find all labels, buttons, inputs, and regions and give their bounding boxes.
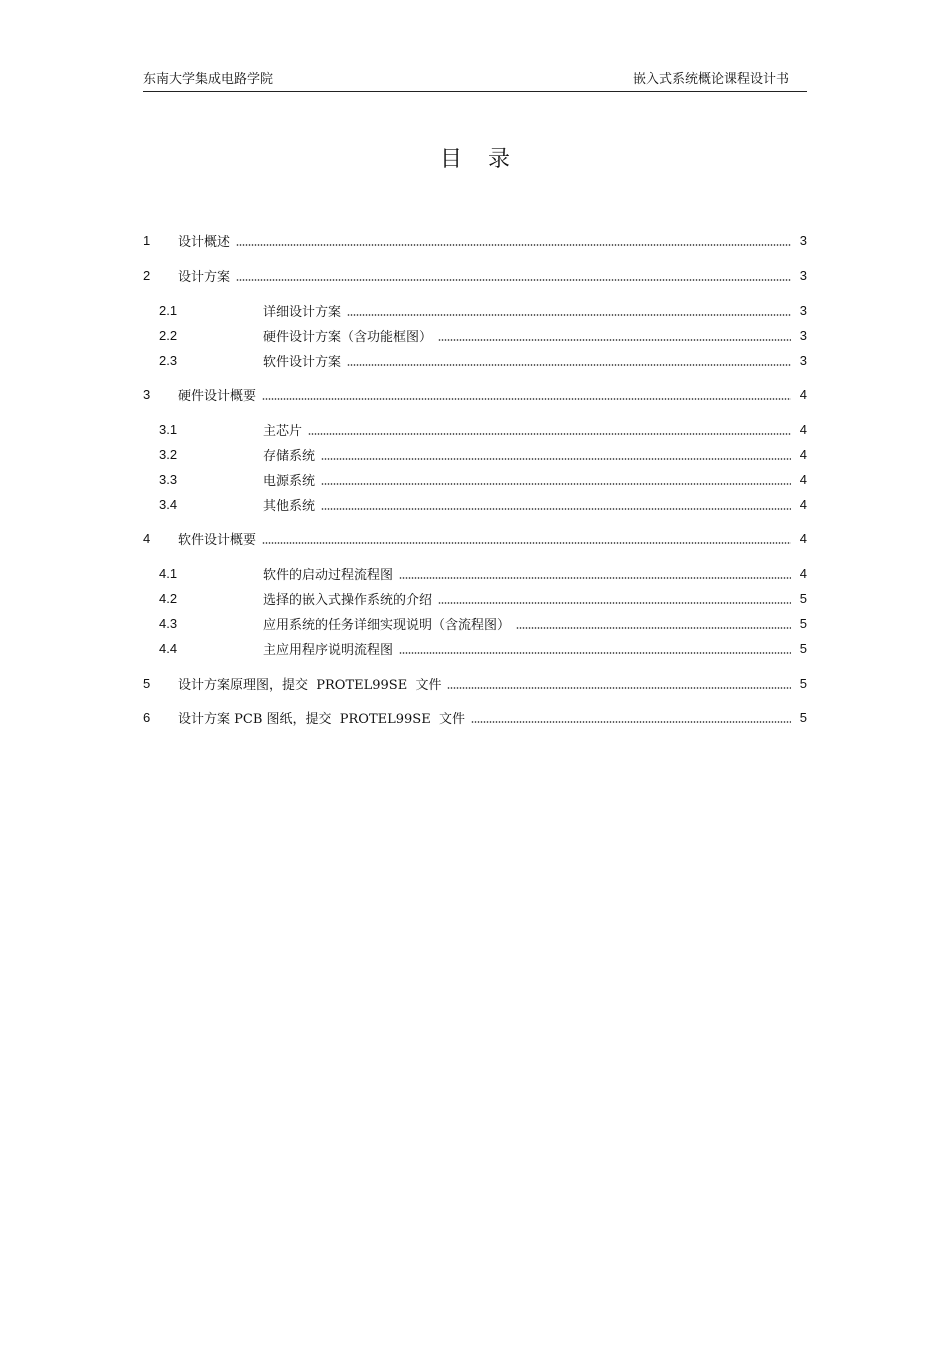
toc-entry-label: 软件的启动过程流程图 bbox=[263, 567, 394, 583]
toc-entry-number: 4.3 bbox=[159, 615, 178, 631]
toc-entry[interactable] bbox=[143, 588, 807, 608]
toc-entry[interactable] bbox=[143, 419, 807, 439]
toc-dot-leader bbox=[347, 364, 791, 366]
toc-entry-label: 其他系统 bbox=[263, 498, 316, 514]
toc-entry-label: 设计方案 bbox=[178, 269, 231, 285]
toc-entry-label: 选择的嵌入式操作系统的介绍 bbox=[263, 592, 433, 608]
toc-entry-number: 2 bbox=[143, 267, 151, 283]
toc-entry[interactable] bbox=[143, 469, 807, 489]
toc-dot-leader bbox=[438, 339, 791, 341]
toc-entry-label: 设计概述 bbox=[178, 234, 231, 250]
toc-dot-leader bbox=[262, 398, 791, 400]
toc-entry-page: 3 bbox=[799, 352, 807, 368]
toc-entry-number: 3.2 bbox=[159, 446, 178, 462]
toc-entry[interactable] bbox=[143, 613, 807, 633]
toc-entry-number: 4 bbox=[143, 530, 151, 546]
toc-dot-leader bbox=[447, 687, 791, 689]
toc-entry-number: 5 bbox=[143, 675, 151, 691]
page-header bbox=[143, 66, 807, 92]
toc-entry-page: 3 bbox=[799, 267, 807, 283]
header-document-title: 嵌入式系统概论课程设计书 bbox=[632, 72, 789, 87]
toc-entry-page: 4 bbox=[799, 446, 807, 462]
toc-entry-label: 电源系统 bbox=[263, 473, 316, 489]
toc-entry[interactable] bbox=[143, 325, 807, 345]
toc-entry-label: 软件设计概要 bbox=[178, 532, 257, 548]
toc-entry-number: 2.1 bbox=[159, 302, 178, 318]
toc-entry-number: 2.3 bbox=[159, 352, 178, 368]
header-institution: 东南大学集成电路学院 bbox=[143, 72, 274, 87]
toc-dot-leader bbox=[438, 602, 791, 604]
toc-entry-page: 5 bbox=[799, 640, 807, 656]
toc-entry-number: 4.1 bbox=[159, 565, 178, 581]
toc-entry-label: 软件设计方案 bbox=[263, 354, 342, 370]
toc-dot-leader bbox=[516, 627, 791, 629]
toc-entry-page: 4 bbox=[799, 496, 807, 512]
toc-entry-label: 详细设计方案 bbox=[263, 304, 342, 320]
toc-dot-leader bbox=[236, 244, 791, 246]
toc-entry-number: 3.3 bbox=[159, 471, 178, 487]
toc-entry[interactable] bbox=[143, 230, 807, 250]
toc-entry[interactable] bbox=[143, 563, 807, 583]
toc-entry-label: 存储系统 bbox=[263, 448, 316, 464]
toc-entry-page: 3 bbox=[799, 327, 807, 343]
toc-title: 目录 bbox=[439, 147, 536, 172]
toc-dot-leader bbox=[471, 721, 791, 723]
toc-dot-leader bbox=[308, 433, 791, 435]
toc-entry-number: 3.1 bbox=[159, 421, 178, 437]
toc-entry[interactable] bbox=[143, 444, 807, 464]
toc-dot-leader bbox=[321, 483, 791, 485]
toc-entry[interactable] bbox=[143, 673, 807, 693]
toc-entry-number: 2.2 bbox=[159, 327, 178, 343]
toc-entry[interactable] bbox=[143, 707, 807, 727]
toc-entry[interactable] bbox=[143, 384, 807, 404]
toc-entry[interactable] bbox=[143, 528, 807, 548]
toc-entry[interactable] bbox=[143, 350, 807, 370]
toc-entry-label: 硬件设计方案（含功能框图） bbox=[263, 329, 433, 345]
toc-entry-label: 应用系统的任务详细实现说明（含流程图） bbox=[263, 617, 511, 633]
toc-entry-label: 主应用程序说明流程图 bbox=[263, 642, 394, 658]
toc-entry-page: 4 bbox=[799, 530, 807, 546]
toc-entry[interactable] bbox=[143, 300, 807, 320]
toc-dot-leader bbox=[399, 652, 791, 654]
toc-entry-label: 硬件设计概要 bbox=[178, 388, 257, 404]
toc-entry-label: 设计方案原理图，提交 PROTEL99SE 文件 bbox=[178, 677, 442, 693]
toc-entry-page: 4 bbox=[799, 565, 807, 581]
toc-entry-page: 5 bbox=[799, 615, 807, 631]
toc-entry-page: 3 bbox=[799, 302, 807, 318]
toc-entry[interactable] bbox=[143, 638, 807, 658]
toc-entry[interactable] bbox=[143, 494, 807, 514]
toc-entry-label: 主芯片 bbox=[263, 423, 303, 439]
toc-dot-leader bbox=[321, 458, 791, 460]
toc-dot-leader bbox=[262, 542, 791, 544]
toc-entry-page: 5 bbox=[799, 709, 807, 725]
toc-entry-page: 4 bbox=[799, 386, 807, 402]
toc-entry-page: 4 bbox=[799, 471, 807, 487]
toc-entry-number: 4.2 bbox=[159, 590, 178, 606]
toc-entry[interactable] bbox=[143, 265, 807, 285]
toc-entry-number: 1 bbox=[143, 232, 151, 248]
toc-entry-page: 5 bbox=[799, 590, 807, 606]
toc-dot-leader bbox=[399, 577, 791, 579]
toc-dot-leader bbox=[321, 508, 791, 510]
toc-entry-number: 3.4 bbox=[159, 496, 178, 512]
toc-entry-number: 4.4 bbox=[159, 640, 178, 656]
toc-entry-page: 5 bbox=[799, 675, 807, 691]
toc-entry-number: 6 bbox=[143, 709, 151, 725]
toc-dot-leader bbox=[347, 314, 791, 316]
toc-dot-leader bbox=[236, 279, 791, 281]
toc-entry-page: 3 bbox=[799, 232, 807, 248]
toc-entry-label: 设计方案 PCB 图纸，提交 PROTEL99SE 文件 bbox=[178, 711, 465, 727]
toc-entry-page: 4 bbox=[799, 421, 807, 437]
toc-entry-number: 3 bbox=[143, 386, 151, 402]
